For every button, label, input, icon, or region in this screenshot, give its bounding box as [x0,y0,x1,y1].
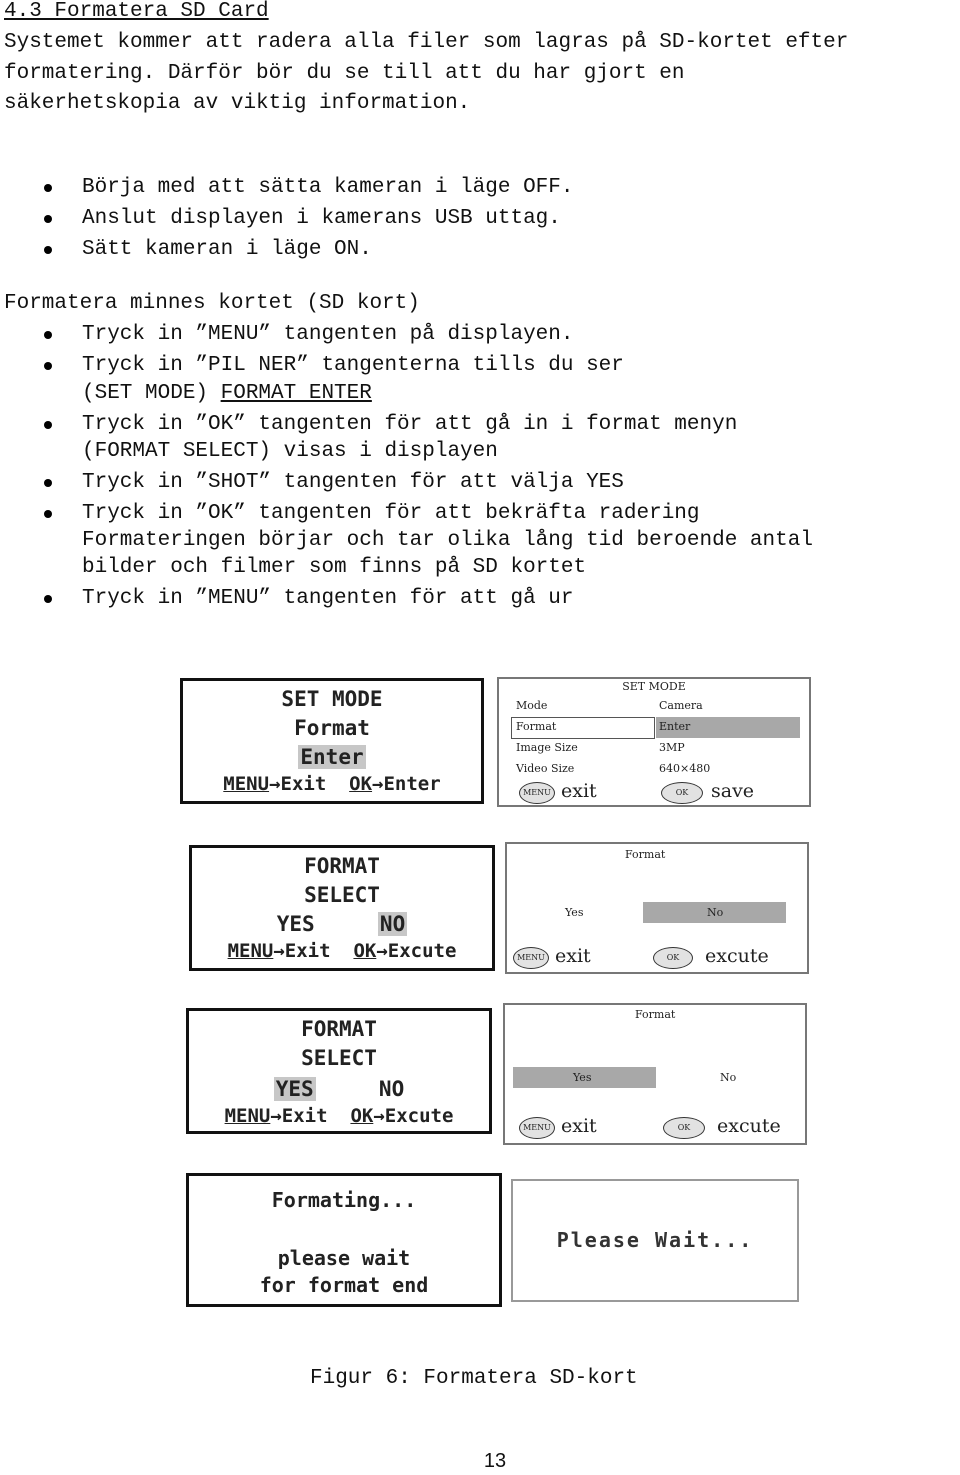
ok-button-icon: OK [661,782,703,804]
ok-button-icon: OK [653,947,693,969]
bullet-icon [44,246,52,254]
excute-label: excute [705,945,769,967]
row-label: Mode [516,699,548,712]
no-option: No [720,1071,737,1084]
ok-button-icon: OK [663,1117,705,1139]
step-arrow-down: Tryck in ”PIL NER” tangenterna tills du ser [82,354,624,377]
bullet-icon [44,215,52,223]
gui-title: Format [625,848,666,861]
lcd-formating [186,1173,502,1307]
page-number: 13 [483,1450,507,1472]
ok-key-label: OK [353,940,377,962]
row-value: 640×480 [659,762,711,775]
lcd-format-select-no [189,845,495,971]
figure-caption: Figur 6: Formatera SD-kort [310,1367,638,1390]
row-value: Camera [659,699,703,712]
lcd-format-end: for format end [259,1273,429,1297]
step-ok-cont: (FORMAT SELECT) visas i displayen [82,440,498,463]
bullet-icon [44,421,52,429]
row-label: Format [516,720,557,733]
no-option: NO [378,1077,405,1101]
no-option: No [707,906,724,919]
lcd-format: Format [294,716,370,740]
exit-label: →Exit [273,940,331,962]
gui-format-no [505,842,809,974]
bullet-icon [44,479,52,487]
save-label: save [711,780,755,802]
yes-option: YES [275,1077,314,1101]
yes-option: YES [276,912,315,936]
step-confirm: Tryck in ”OK” tangenten för att bekräfta radering [82,502,700,525]
intro-line-2: formatering. Därför bör du se till att du har gjort en [4,62,685,85]
please-wait-text: Please Wait... [556,1228,754,1252]
lcd-select: SELECT [304,883,380,907]
gui-title: SET MODE [622,680,686,693]
lcd-title: FORMAT [304,854,380,878]
lcd-title: FORMAT [301,1017,377,1041]
menu-button-icon: MENU [519,782,555,804]
step-on: Sätt kameran i läge ON. [82,238,372,261]
ok-key-label: OK [349,773,373,795]
step-confirm-cont1: Formateringen börjar och tar olika lång tid beroende antal [82,529,813,552]
row-label: Image Size [516,741,578,754]
step-shot: Tryck in ”SHOT” tangenten för att välja YES [82,471,624,494]
gui-set-mode [497,677,811,807]
section-heading: 4.3 Formatera SD Card [4,0,269,23]
exit-label: exit [555,945,591,967]
yes-option: Yes [565,906,584,919]
yes-option: Yes [573,1071,592,1084]
bullet-icon [44,184,52,192]
step-arrow-down-cont [82,378,372,409]
row-label: Video Size [516,762,575,775]
excute-label: →Excute [376,940,457,962]
format-enter-text: FORMAT ENTER [220,382,372,405]
step-ok: Tryck in ”OK” tangenten för att gå in i format menyn [82,413,738,436]
menu-key-label: MENU [224,1105,271,1127]
exit-label: →Exit [269,773,327,795]
step-usb: Anslut displayen i kamerans USB uttag. [82,207,561,230]
gui-please-wait [511,1179,799,1302]
excute-label: excute [717,1115,781,1137]
lcd-footer [189,1105,489,1127]
row-value: Enter [659,720,691,733]
lcd-set-mode [180,678,484,804]
bullet-icon [44,362,52,370]
row-value: 3MP [659,741,685,754]
lcd-select: SELECT [301,1046,377,1070]
exit-label: →Exit [270,1105,328,1127]
step-exit: Tryck in ”MENU” tangenten för att gå ur [82,587,574,610]
gui-title: Format [635,1008,676,1021]
excute-label: →Excute [373,1105,454,1127]
enter-label: →Enter [372,773,441,795]
lcd-formating-text: Formating... [271,1188,417,1212]
lcd-title: SET MODE [281,687,383,711]
no-option: NO [379,912,406,936]
lcd-footer [183,773,481,795]
step-off: Börja med att sätta kameran i läge OFF. [82,176,574,199]
intro-line-1: Systemet kommer att radera alla filer som lagras på SD-kortet efter [4,31,849,54]
menu-key-label: MENU [223,773,270,795]
lcd-enter: Enter [300,745,364,769]
gui-format-yes [503,1003,807,1145]
bullet-icon [44,595,52,603]
bullet-icon [44,510,52,518]
bullet-icon [44,331,52,339]
subheading: Formatera minnes kortet (SD kort) [4,292,420,315]
exit-label: exit [561,1115,597,1137]
step-menu: Tryck in ”MENU” tangenten på displayen. [82,323,574,346]
menu-button-icon: MENU [519,1117,555,1139]
exit-label: exit [561,780,597,802]
lcd-please-wait: please wait [277,1246,411,1270]
lcd-footer [192,940,492,962]
menu-key-label: MENU [227,940,274,962]
lcd-format-select-yes [186,1008,492,1134]
menu-button-icon: MENU [513,947,549,969]
ok-key-label: OK [350,1105,374,1127]
set-mode-text: (SET MODE) [82,382,221,405]
intro-line-3: säkerhetskopia av viktig information. [4,92,471,115]
step-confirm-cont2: bilder och filmer som finns på SD kortet [82,556,587,579]
